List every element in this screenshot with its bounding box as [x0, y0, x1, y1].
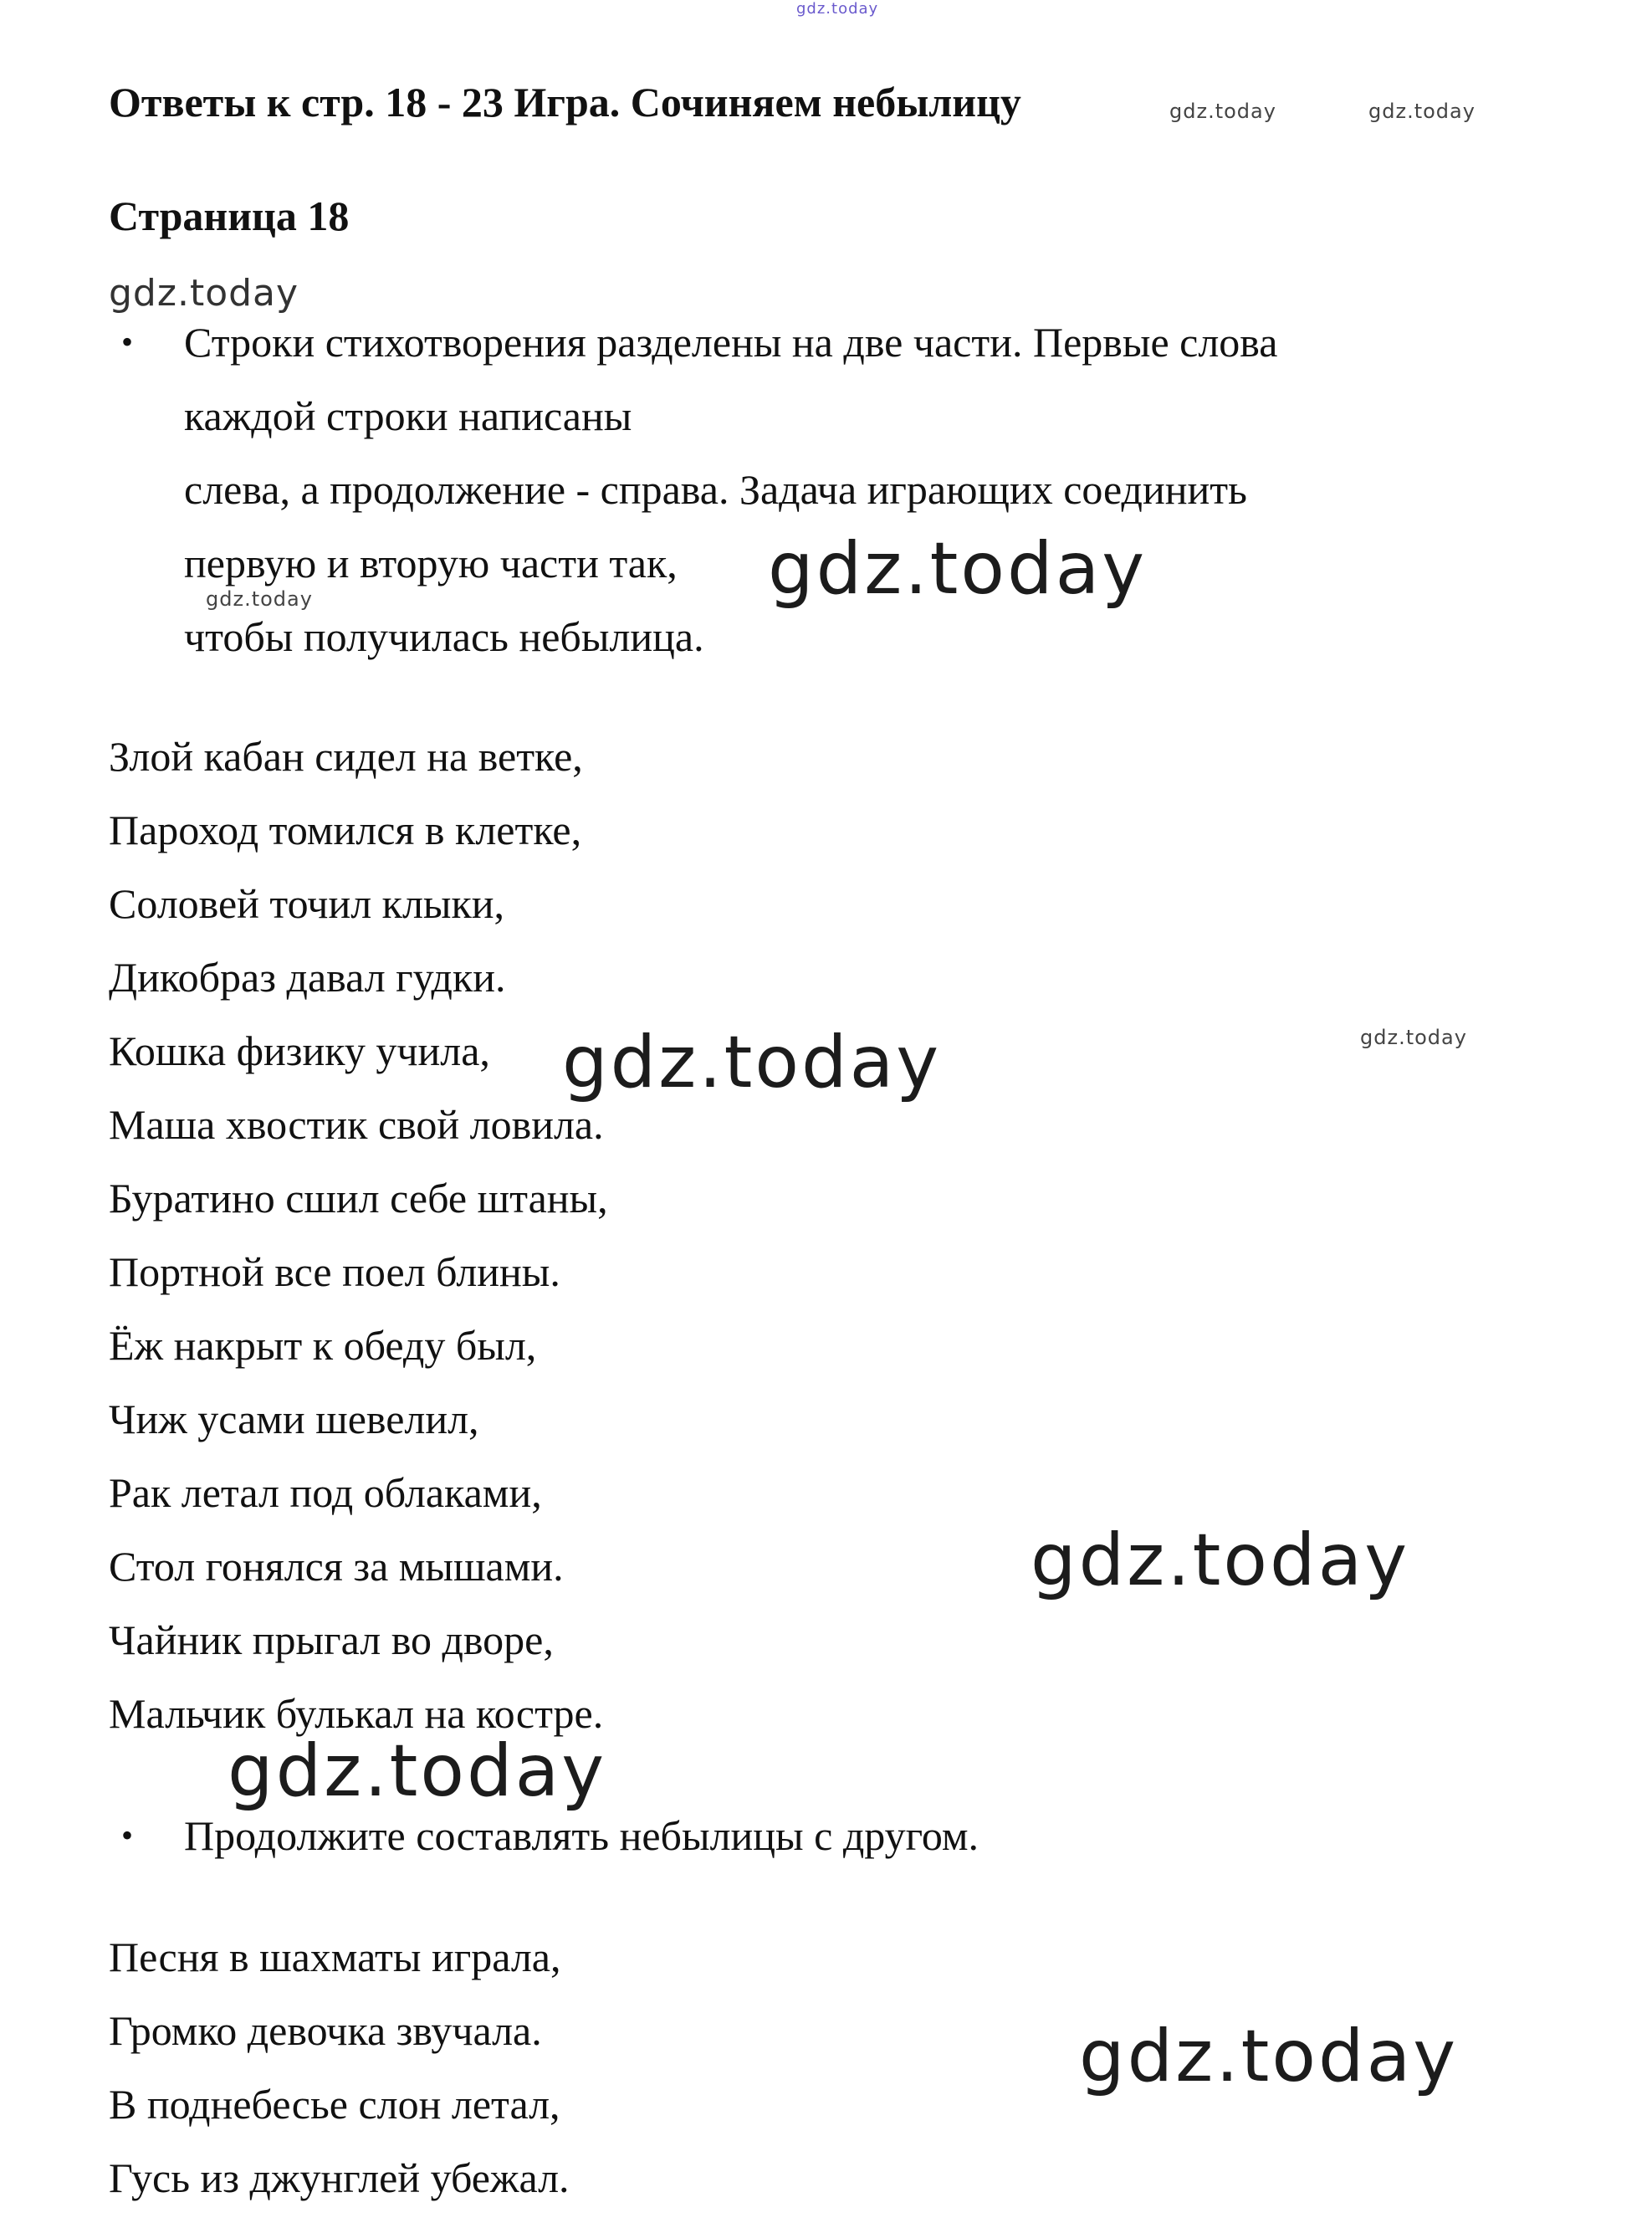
poem-line: Гусь из джунглей убежал. — [109, 2154, 570, 2201]
page-title: Ответы к стр. 18 - 23 Игра. Сочиняем небылицу — [109, 79, 1021, 125]
poem-line: Пароход томился в клетке, — [109, 807, 582, 853]
poem-line: Рак летал под облаками, — [109, 1469, 542, 1516]
watermark: gdz.today — [1031, 1519, 1410, 1602]
poem-line: Чиж усами шевелил, — [109, 1396, 479, 1442]
bullet-dot: • — [121, 1816, 134, 1854]
bullet-item — [109, 305, 1531, 674]
watermark: gdz.today — [562, 1021, 942, 1104]
poem-line: Кошка физику учила, — [109, 1027, 490, 1074]
watermark: gdz.today — [1169, 100, 1276, 123]
watermark: gdz.today — [1368, 100, 1476, 123]
text-line: слева, а продолжение - справа. Задача играющих соединить — [184, 466, 1247, 513]
poem-line: Злой кабан сидел на ветке, — [109, 733, 583, 780]
watermark: gdz.today — [1079, 2015, 1459, 2098]
poem-line: Чайник прыгал во дворе, — [109, 1616, 554, 1663]
poem — [109, 720, 608, 1750]
watermark: gdz.today — [1360, 1026, 1467, 1049]
bullet-text — [184, 305, 1277, 674]
poem-line: Песня в шахматы играла, — [109, 1933, 561, 1980]
watermark: gdz.today — [109, 272, 299, 315]
poem-line: Стол гонялся за мышами. — [109, 1543, 564, 1590]
poem-line: Ёж накрыт к обеду был, — [109, 1322, 537, 1369]
bullet-text — [184, 1799, 979, 1872]
poem-line: Дикобраз давал гудки. — [109, 954, 506, 1001]
text-line: Продолжите составлять небылицы с другом. — [184, 1812, 979, 1859]
text-line: первую и вторую части так, — [184, 540, 678, 586]
poem-line: В поднебесье слон летал, — [109, 2081, 560, 2128]
bullet-dot: • — [121, 323, 134, 361]
text-line: Строки стихотворения разделены на две части. Первые слова — [184, 319, 1278, 366]
poem-line: Портной все поел блины. — [109, 1248, 560, 1295]
watermark: gdz.today — [228, 1729, 607, 1813]
poem-line: Громко девочка звучала. — [109, 2007, 542, 2054]
poem — [109, 1920, 570, 2215]
bullet-item — [109, 1799, 1531, 1872]
watermark: gdz.today — [206, 587, 313, 611]
poem-line: Маша хвостик свой ловила. — [109, 1101, 604, 1148]
section-heading: Страница 18 — [109, 192, 350, 239]
watermark: gdz.today — [768, 527, 1148, 611]
poem-line: Соловей точил клыки, — [109, 880, 505, 927]
watermark: gdz.today — [796, 0, 879, 18]
text-line: каждой строки написаны — [184, 392, 632, 439]
poem-line: Буратино сшил себе штаны, — [109, 1175, 608, 1222]
text-line: чтобы получилась небылица. — [184, 613, 704, 660]
poem-line: Мальчик булькал на костре. — [109, 1690, 604, 1737]
